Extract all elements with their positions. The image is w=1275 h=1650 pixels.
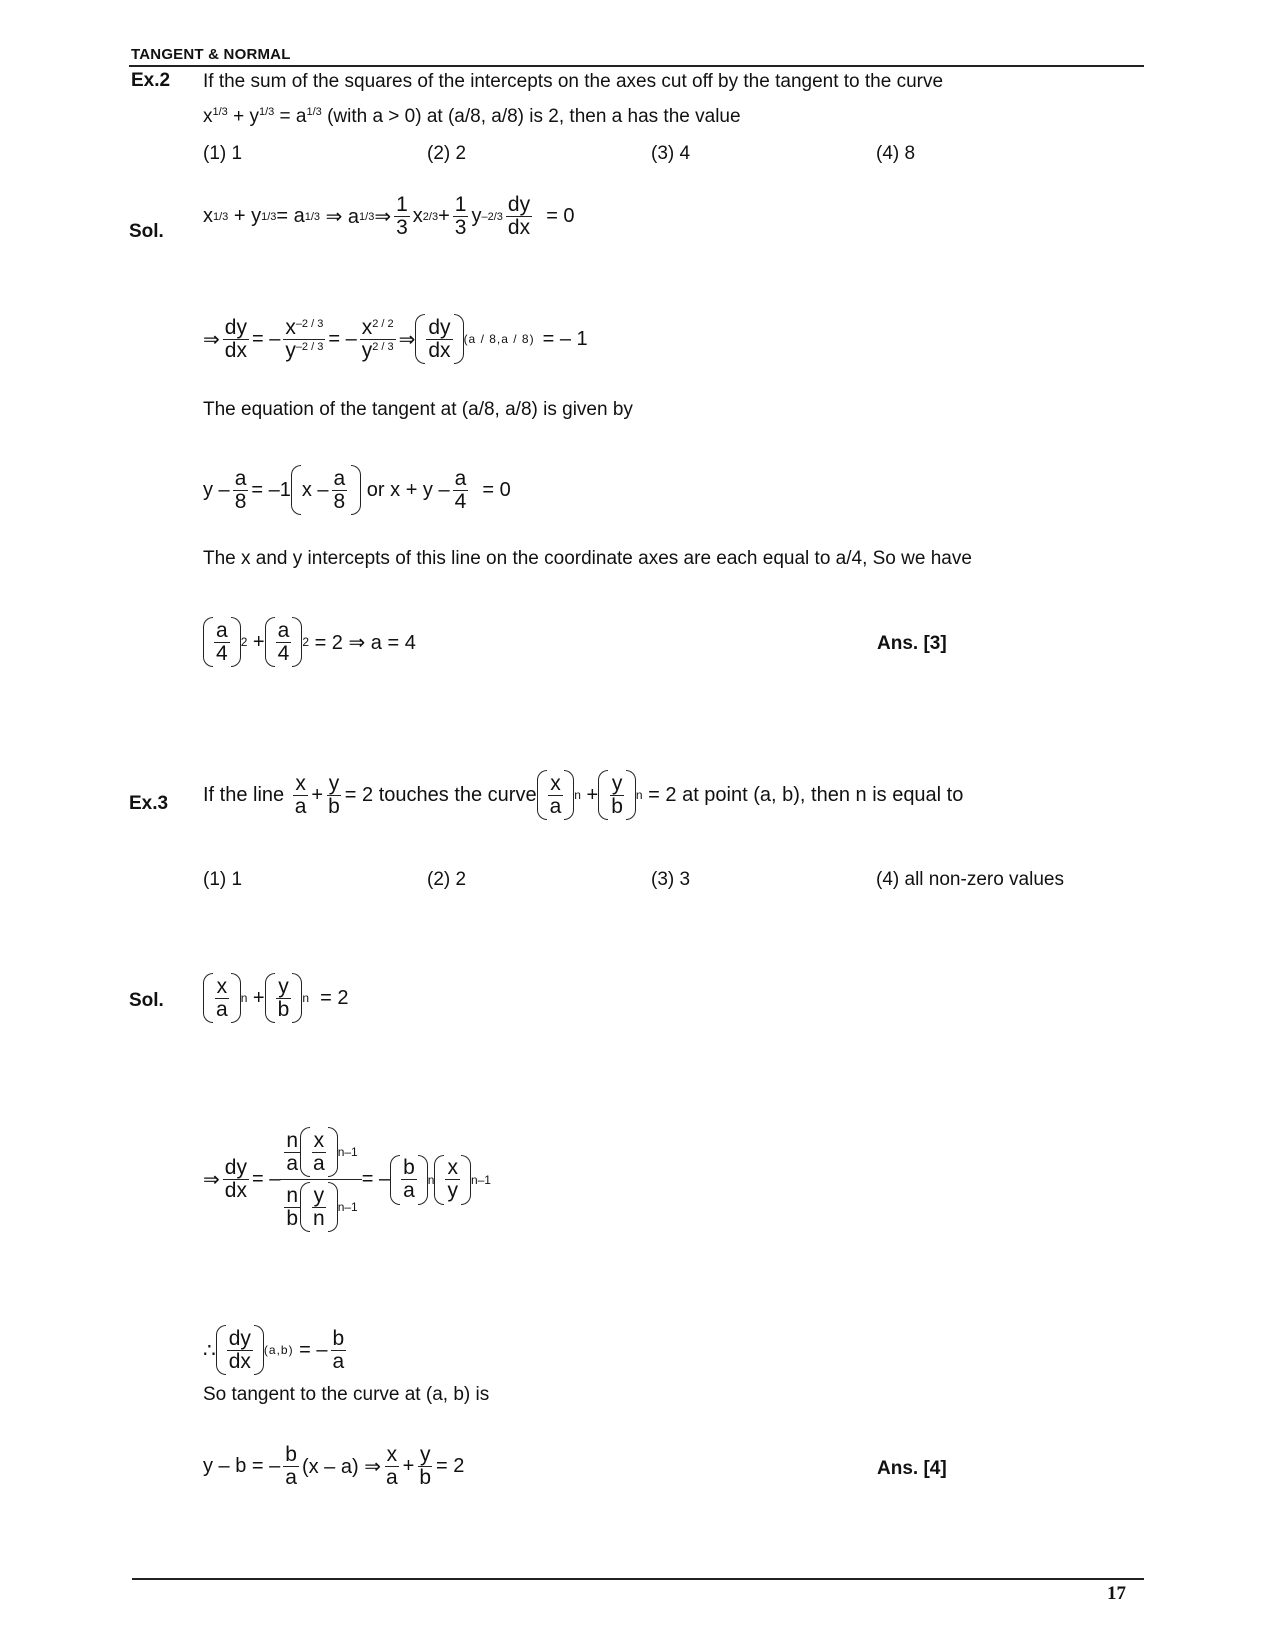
ex3-tangent-text: So tangent to the curve at (a, b) is bbox=[203, 1384, 490, 1405]
ex2-tangent-line-eq: y – $\frac{a}{8}$ = –1 x – $\frac{a}{8}$ or x + y – $\frac{a}{4}$ = 0 bbox=[203, 465, 511, 515]
ex3-tangent-eq: y – b = – $\frac{b}{a}$ (x – a) ⇒ $\frac{x}{a}$ + $\frac{y}{b}$ = 2 bbox=[203, 1443, 465, 1489]
ex2-eval-point: (a / 8,a / 8) bbox=[463, 332, 535, 346]
ex2-answer: Ans. [3] bbox=[877, 633, 947, 654]
ex3-option-4: (4) all non-zero values bbox=[876, 869, 1064, 890]
ex2-intercept-eq: $\frac{a}{4}$ 2 + $\frac{a}{4}$ 2 = 2 ⇒ a = 4 bbox=[203, 617, 416, 667]
ex2-equation-text: The equation of the tangent at (a/8, a/8) is given by bbox=[203, 399, 633, 420]
ex3-eval-point: (a,b) bbox=[263, 1343, 294, 1357]
header-rule bbox=[129, 65, 1144, 67]
ex3-option-3: (3) 3 bbox=[651, 869, 691, 890]
ex3-curve-eq: $\frac{x}{a}$ n + $\frac{y}{b}$ n = 2 bbox=[203, 973, 348, 1023]
ex2-derivative-eq: x 1/3 + y 1/3 = a 1/3 ⇒ a 1/3 ⇒ $\frac{1}{3}$ x 2/3 + $\frac{1}{3}$ y –2/3 $\frac{dy}{dx}$ = 0 bbox=[203, 193, 575, 239]
ex3-q-mid: touches the curve bbox=[378, 783, 537, 806]
footer-rule bbox=[132, 1578, 1144, 1580]
ex3-slope-at-point: ∴ $\frac{dy}{dx}$ (a,b) = – $\frac{b}{a}$ bbox=[203, 1325, 349, 1375]
ex3-option-1: (1) 1 bbox=[203, 869, 243, 890]
ex3-option-2: (2) 2 bbox=[427, 869, 467, 890]
ex2-question-line2: $x^{1/3} + y^{1/3} = a^{1/3}$ (with a > 0) at (a/8, a/8) is 2, then a has the value bbox=[203, 106, 741, 127]
ex3-answer: Ans. [4] bbox=[877, 1458, 947, 1479]
ex2-sol-label: Sol. bbox=[129, 221, 164, 242]
ex2-option-3: (3) 4 bbox=[651, 143, 691, 164]
ex2-result: = 2 ⇒ a = 4 bbox=[314, 631, 416, 654]
ex3-q-post: = 2 at point (a, b), then n is equal to bbox=[648, 783, 964, 806]
ex2-option-4: (4) 8 bbox=[876, 143, 916, 164]
ex2-question-line2-rest: (with a > 0) at (a/8, a/8) is 2, then a has the value bbox=[327, 106, 741, 127]
ex3-sol-label: Sol. bbox=[129, 990, 164, 1011]
ex2-label: Ex.2 bbox=[131, 70, 171, 91]
ex2-tangent-alt: or x + y – bbox=[366, 478, 450, 501]
ex3-slope-eq: ⇒ $\frac{dy}{dx}$ = – $\frac{n}{a}$ $\frac{x}{a}$ n–1 $\frac{n}{b}$ $\frac{y}{n}$ n–1 = – $\frac{b}{a}$ n $\frac{x}{y}$ n–1 bbox=[203, 1125, 491, 1234]
ex2-slope-result: = – 1 bbox=[542, 327, 588, 350]
page-number: 17 bbox=[1107, 1583, 1126, 1604]
ex2-intercept-text: The x and y intercepts of this line on the coordinate axes are each equal to a/4, So we have bbox=[203, 548, 972, 569]
ex2-question-line1: If the sum of the squares of the intercepts on the axes cut off by the tangent to the curve bbox=[203, 71, 944, 92]
ex2-slope-eq: ⇒ $\frac{dy}{dx}$ = – $\frac{x^{-2 / 3}}{y^{-2 / 3}}$ = – $\frac{x^{2 / 2}}{y^{2 / 3}}$ ⇒ $\frac{dy}{dx}$ (a / 8,a / 8) = – 1 bbox=[203, 314, 588, 364]
ex3-question: If the line $\frac{x}{a}$ + $\frac{y}{b}$ = 2 touches the curve $\frac{x}{a}$ n + $\frac{y}{b}$ n = 2 at point (a, b), then n is equal to bbox=[203, 770, 963, 820]
ex3-label: Ex.3 bbox=[129, 793, 169, 814]
ex2-option-1: (1) 1 bbox=[203, 143, 243, 164]
ex3-q-pre: If the line bbox=[203, 783, 285, 806]
header-title: TANGENT & NORMAL bbox=[131, 46, 291, 63]
ex2-option-2: (2) 2 bbox=[427, 143, 467, 164]
